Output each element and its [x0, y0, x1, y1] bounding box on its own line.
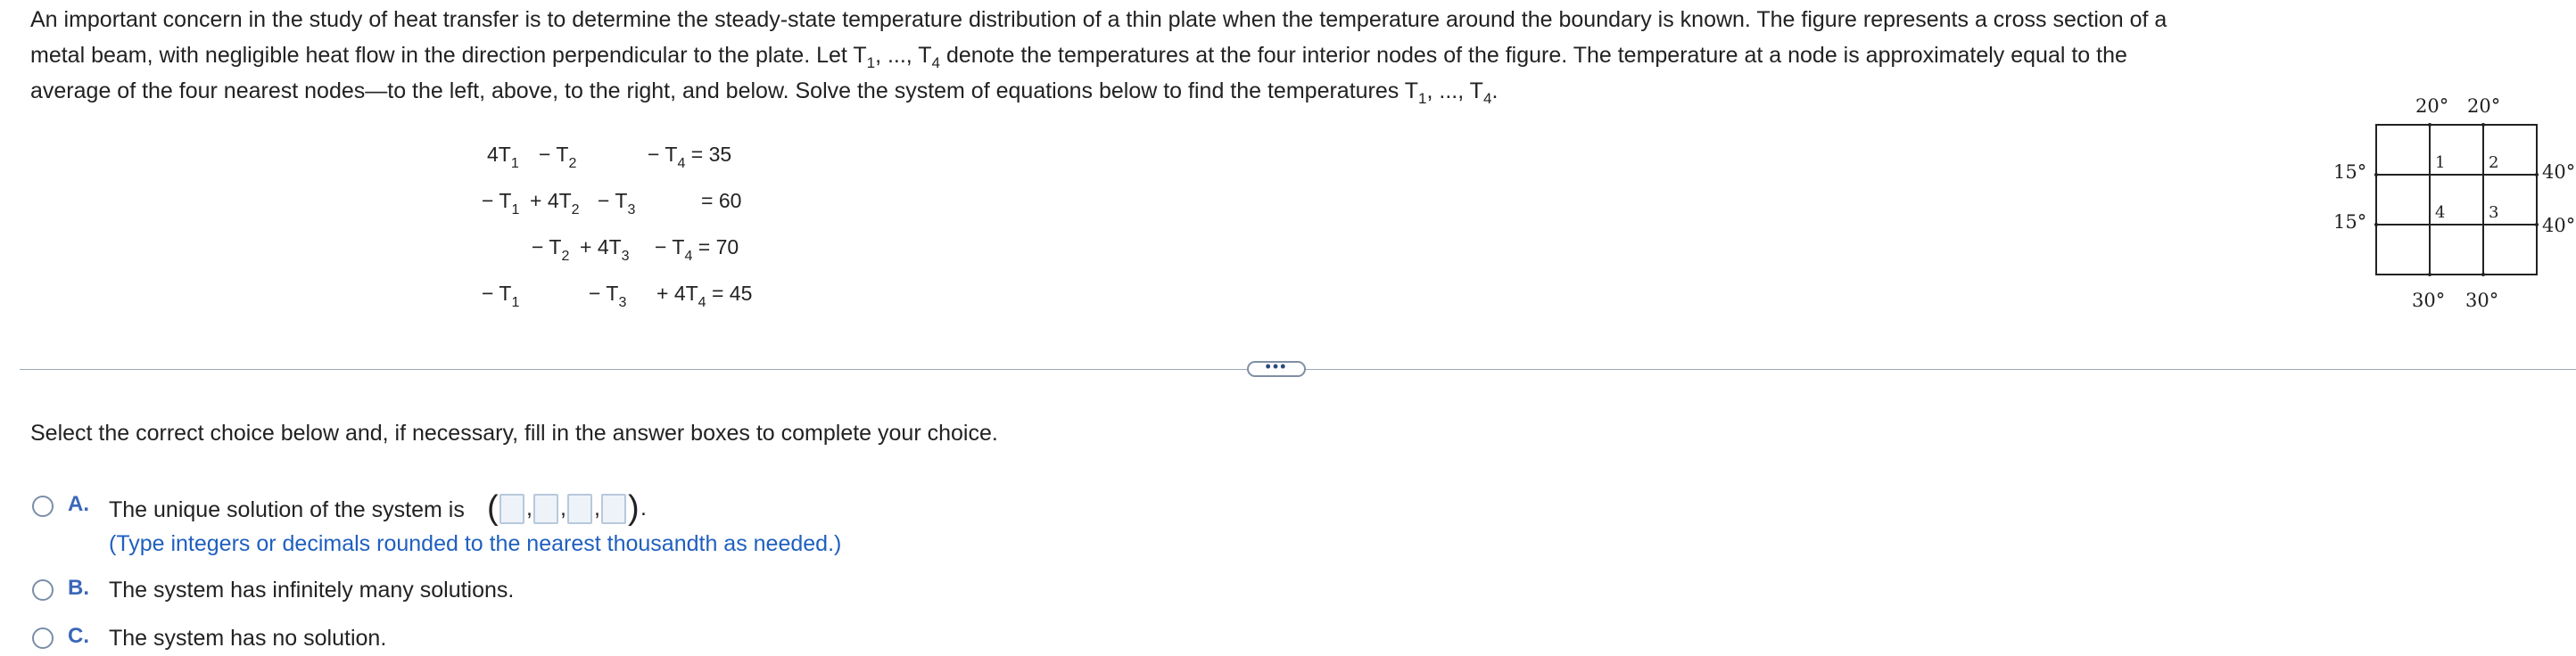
choice-c-text: The system has no solution. — [109, 626, 387, 651]
answer-box-t3[interactable] — [567, 494, 592, 524]
node-label-2: 2 — [2489, 153, 2499, 172]
subscript: 4 — [1482, 90, 1492, 107]
problem-line-3 — [30, 73, 2314, 109]
eq2-rhs: = 60 — [701, 189, 742, 212]
node-label-3: 3 — [2489, 203, 2499, 222]
bottom-label-2: 30° — [2465, 290, 2499, 311]
eq3-term-a: − $T_2$ — [532, 235, 570, 264]
answer-box-t2[interactable] — [533, 494, 558, 524]
choice-a-text: The unique solution of the system is — [109, 497, 465, 522]
problem-text: average of the four nearest nodes—to the left, above, to the right, and below. Solve the system of equations below to find the temperatures T — [30, 78, 1419, 103]
node-label-1: 1 — [2435, 153, 2446, 172]
boundary-node — [2535, 223, 2539, 226]
problem-line-2 — [30, 37, 2314, 73]
left-label-2: 15° — [2333, 211, 2367, 233]
answer-box-t1[interactable] — [500, 494, 524, 524]
eq2-term-b: + $4T_2$ — [530, 189, 580, 217]
instruction-text: Select the correct choice below and, if necessary, fill in the answer boxes to complete your choice. — [30, 421, 998, 446]
right-label-1: 40° — [2542, 161, 2576, 183]
radio-choice-c[interactable] — [32, 627, 54, 649]
subscript: 1 — [1418, 90, 1427, 107]
top-label-2: 20° — [2467, 95, 2501, 117]
boundary-node — [2374, 173, 2378, 176]
eq4-term-b: − $T_3$ — [589, 282, 627, 310]
radio-choice-a[interactable] — [32, 496, 54, 517]
comma: , — [594, 496, 600, 521]
eq3-term-c: − $T_4 = 70$ — [655, 235, 739, 264]
more-button[interactable]: ••• — [1247, 361, 1306, 377]
problem-text: metal beam, with negligible heat flow in the direction perpendicular to the plate. Let T — [30, 43, 867, 68]
open-paren: ( — [487, 489, 499, 527]
comma: , — [526, 496, 533, 521]
grid-lines — [2376, 125, 2537, 275]
problem-text: . — [1491, 78, 1499, 103]
answer-box-t4[interactable] — [601, 494, 626, 524]
choice-c-letter: C. — [68, 624, 89, 648]
eq4-term-a: − $T_1$ — [482, 282, 520, 310]
problem-text: , ..., T — [875, 43, 932, 68]
grid-border — [2376, 125, 2537, 275]
eq3-term-b: + $4T_3$ — [580, 235, 630, 264]
radio-choice-b[interactable] — [32, 579, 54, 601]
choice-a-hint: (Type integers or decimals rounded to the nearest thousandth as needed.) — [109, 531, 842, 556]
boundary-node — [2428, 273, 2432, 276]
choice-a-letter: A. — [68, 492, 89, 516]
choice-b-text: The system has infinitely many solutions. — [109, 578, 515, 603]
subscript: 4 — [931, 54, 940, 71]
boundary-node — [2481, 273, 2485, 276]
problem-text: denote the temperatures at the four interior nodes of the figure. The temperature at a node is approximately equal to the — [940, 43, 2127, 68]
bottom-label-1: 30° — [2412, 290, 2446, 311]
choice-b-letter: B. — [68, 576, 89, 600]
problem-text: An important concern in the study of heat transfer is to determine the steady-state temperature distribution of a thin plate when the temperature around the boundary is known. The figure represents a cross section of a — [30, 7, 2167, 32]
top-label-1: 20° — [2415, 95, 2449, 117]
node-label-4: 4 — [2435, 203, 2446, 222]
problem-statement — [30, 2, 2314, 109]
problem-line-1 — [30, 2, 2314, 37]
boundary-node — [2374, 223, 2378, 226]
eq2-term-c: − $T_3$ — [598, 189, 636, 217]
problem-text: , ..., T — [1426, 78, 1483, 103]
comma: , — [560, 496, 566, 521]
right-label-2: 40° — [2542, 215, 2576, 236]
eq2-term-a: − $T_1$ — [482, 189, 520, 217]
left-label-1: 15° — [2333, 161, 2367, 183]
boundary-node — [2428, 123, 2432, 127]
boundary-node — [2481, 123, 2485, 127]
eq1-term-b: − $T_2$ — [539, 143, 577, 171]
temperature-grid-figure — [2319, 86, 2576, 317]
eq4-term-c: + $4T_4 = 45$ — [656, 282, 753, 310]
boundary-node — [2535, 173, 2539, 176]
subscript: 1 — [866, 54, 876, 71]
eq1-term-a: $4T_1$ — [487, 143, 519, 171]
period: . — [640, 496, 647, 521]
close-paren: ) — [628, 489, 640, 527]
eq1-term-c: − $T_4 = 35$ — [648, 143, 732, 171]
grid-nodes — [2374, 123, 2539, 276]
